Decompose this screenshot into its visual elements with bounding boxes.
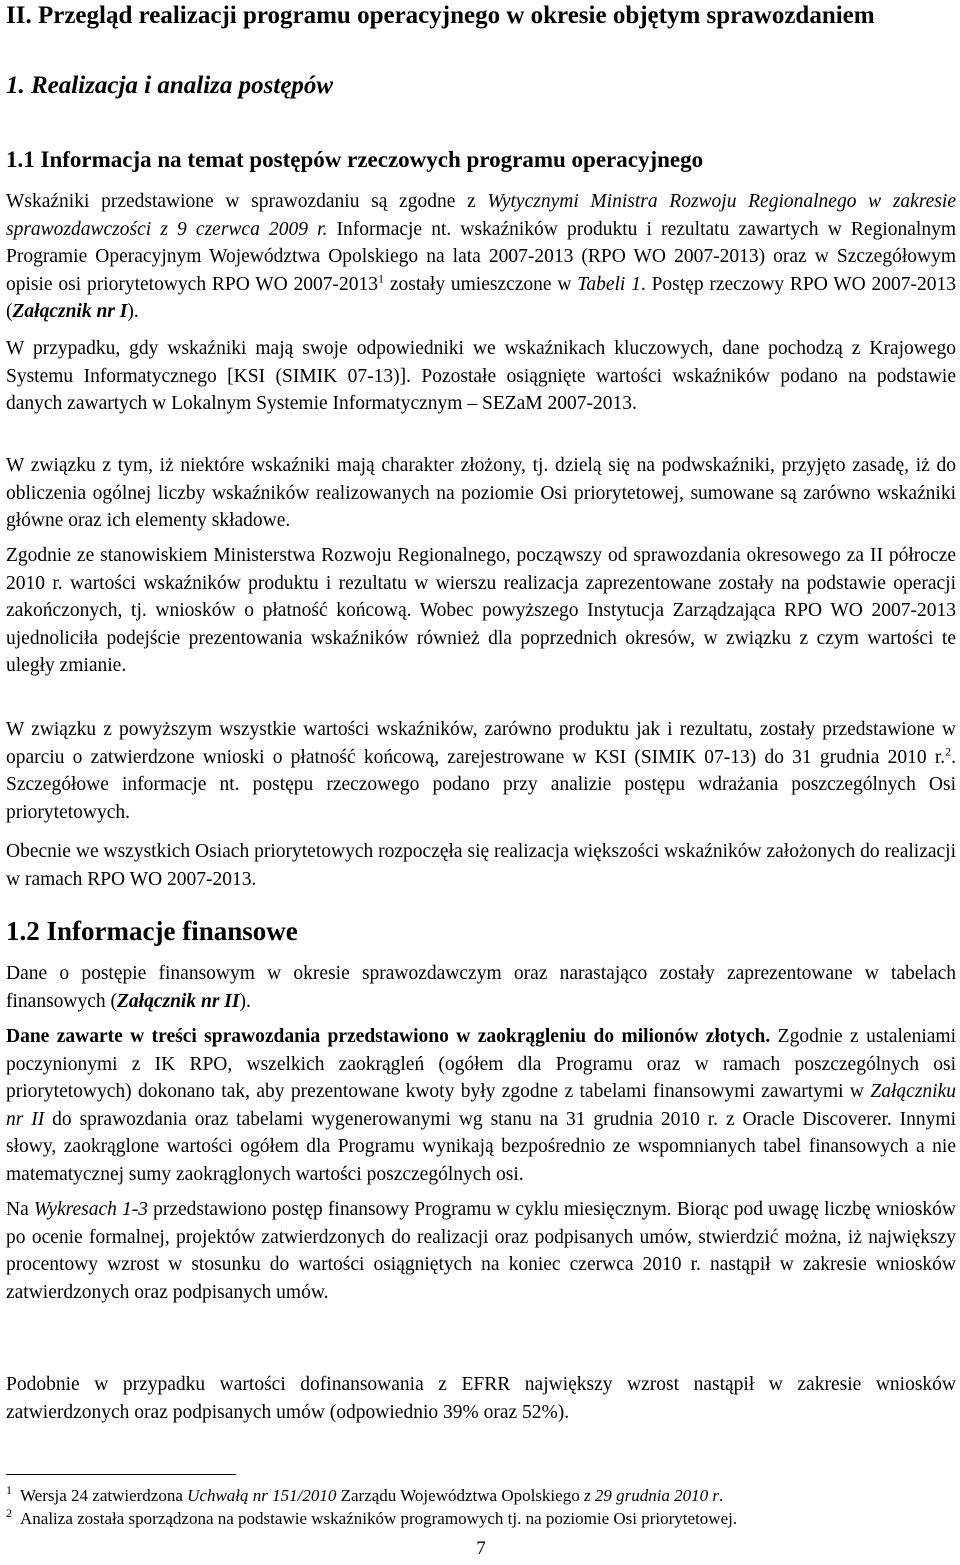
annex-reference: Załącznik nr I xyxy=(12,301,128,322)
charts-reference: Wykresach 1-3 xyxy=(33,1199,148,1220)
paragraph-indicators-intro xyxy=(6,188,956,326)
annex-reference: Załączniku nr II xyxy=(6,1081,956,1130)
paragraph-ministry-position: Zgodnie ze stanowiskiem Ministerstwa Rozwoju Regionalnego, począwszy od sprawozdania okresowego za II półrocze 2010 r. wartości wskaźników produktu i rezultatu w wierszu realizacja zaprezentowane zostały na podstawie operacji zakończonych, tj. wniosków o płatność końcową. Wobec powyższego Instytucja Zarządzająca RPO WO 2007-2013 ujednoliciła podejście prezentowania wskaźników również dla poprzednich okresów, w związku z czym wartości te uległy zmianie. xyxy=(6,545,956,676)
rounding-note: Dane zawarte w treści sprawozdania przedstawiono w zaokrągleniu do milionów złotych. xyxy=(6,1026,771,1047)
text-run: . Postęp rzeczowy RPO WO 2007-2013 ( xyxy=(6,273,957,322)
text-run: W związku z powyższym wszystkie wartości wskaźników, zarówno produktu jak i rezultatu, zostały przedstawione w oparciu o zatwierdzone wnioski o płatność końcową, zarejestrowane w KSI (SIMIK 07-13) do 31 grudnia 2010 r. xyxy=(6,719,956,768)
paragraph-financial-tables xyxy=(6,960,956,1015)
paragraph-efrr: Podobnie w przypadku wartości dofinansowania z EFRR największy wzrost nastąpił w zakresie wniosków zatwierdzonych oraz podpisanych umów (odpowiednio 39% oraz 52%). xyxy=(6,1374,956,1423)
resolution-reference: Uchwałą nr 151/2010 xyxy=(187,1486,337,1505)
text-run: Zgodnie z ustaleniami poczynionymi z IK RPO, wszelkich zaokrągleń (ogółem dla Programu oraz w ramach poszczególnych osi priorytetowych) dokonano tak, aby prezentowane kwoty były zgodne z tabelami finansowymi zawartymi w xyxy=(6,1026,956,1102)
table-reference: Tabeli 1 xyxy=(577,273,641,295)
text-run: ). xyxy=(127,301,139,322)
text-run: Wersja 24 zatwierdzona xyxy=(20,1486,188,1505)
text-run: Analiza została sporządzona na podstawie wskaźników programowych tj. na poziomie Osi priorytetowej. xyxy=(20,1509,738,1528)
paragraph-key-indicators: W przypadku, gdy wskaźniki mają swoje odpowiedniki we wskaźnikach kluczowych, dane pochodzą z Krajowego Systemu Informatycznego [KSI (SIMIK 07-13)]. Pozostałe osiągnięte wartości wskaźników podano na podstawie danych zawartych w Lokalnym Systemie Informatycznym – SEZaM 2007-2013. xyxy=(6,338,956,414)
text-run: zostały umieszczone w xyxy=(384,273,578,295)
text-run: . Szczegółowe informacje nt. postępu rzeczowego podano przy analizie postępu wdrażania poszczególnych Osi priorytetowych. xyxy=(6,746,956,823)
text-run: przedstawiono postęp finansowy Programu w cyklu miesięcznym. Biorąc pod uwagę liczbę wniosków po ocenie formalnej, projektów zatwierdzonych do realizacji oraz podpisanych umów, stwierdzić można, iż największy procentowy wzrost w stosunku do wartości osiągniętych na koniec czerwca 2010 r. nastąpił w zakresie wniosków zatwierdzonych oraz podpisanych umów. xyxy=(6,1199,956,1303)
footnote-ref-2: 2 xyxy=(945,744,952,758)
paragraph-final-payments xyxy=(6,716,956,826)
paragraph-charts xyxy=(6,1196,956,1306)
text-run: Zarządu Województwa Opolskiego xyxy=(336,1486,584,1505)
footnote-number: 1 xyxy=(6,1483,12,1498)
footnote-1 xyxy=(6,1484,956,1507)
heading-1-2: 1.2 Informacje finansowe xyxy=(6,916,298,946)
text-run: . xyxy=(719,1486,724,1505)
text-run: Na xyxy=(6,1199,34,1220)
paragraph-priority-axes: Obecnie we wszystkich Osiach priorytetowych rozpoczęła się realizacja większości wskaźników założonych do realizacji w ramach RPO WO 2007-2013. xyxy=(6,841,956,890)
paragraph-rounding xyxy=(6,1023,956,1188)
date-reference: z 29 grudnia 2010 r xyxy=(583,1486,720,1505)
guidelines-reference: Wytycznymi Ministra Rozwoju Regionalnego w zakresie sprawozdawczości z 9 czerwca 2009 r. xyxy=(6,191,956,240)
footnote-number: 2 xyxy=(6,1506,12,1521)
footnote-separator xyxy=(6,1474,236,1475)
section-heading: II. Przegląd realizacji programu operacyjnego w okresie objętym sprawozdaniem xyxy=(6,2,875,29)
text-run: Dane o postępie finansowym w okresie sprawozdawczym oraz narastająco zostały zaprezentowane w tabelach finansowych ( xyxy=(6,963,956,1012)
text-run: ). xyxy=(239,990,251,1012)
footnote-2 xyxy=(6,1507,956,1530)
text-run: do sprawozdania oraz tabelami wygenerowanymi wg stanu na 31 grudnia 2010 r. z Oracle Discoverer. Innymi słowy, zaokrąglone wartości ogółem dla Programu wynikają bezpośrednio ze wspomnianych tabel finansowych a nie matematycznej sumy zaokrąglonych wartości poszczególnych osi. xyxy=(6,1108,956,1185)
heading-1-1: 1.1 Informacja na temat postępów rzeczowych programu operacyjnego xyxy=(6,147,704,172)
text-run: Informacje nt. wskaźników produktu i rezultatu zawartych w Regionalnym Programie Operacyjnym Województwa Opolskiego na lata 2007-2013 (RPO WO 2007-2013) oraz w Szczegółowym opisie osi priorytetowych RPO WO 2007-2013 xyxy=(6,218,956,295)
annex-reference: Załącznik nr II xyxy=(117,990,240,1012)
page-number: 7 xyxy=(476,1538,486,1559)
subsection-heading: 1. Realizacja i analiza postępów xyxy=(6,72,334,99)
paragraph-complex-indicators: W związku z tym, iż niektóre wskaźniki mają charakter złożony, tj. dzielą się na podwskaźniki, przyjęto zasadę, iż do obliczenia ogólnej liczby wskaźników realizowanych na poziomie Osi priorytetowej, sumowane są zarówno wskaźniki główne oraz ich elementy składowe. xyxy=(6,455,956,531)
text-run: Wskaźniki przedstawione w sprawozdaniu są zgodne z xyxy=(6,191,488,212)
footnote-ref-1: 1 xyxy=(378,271,385,285)
